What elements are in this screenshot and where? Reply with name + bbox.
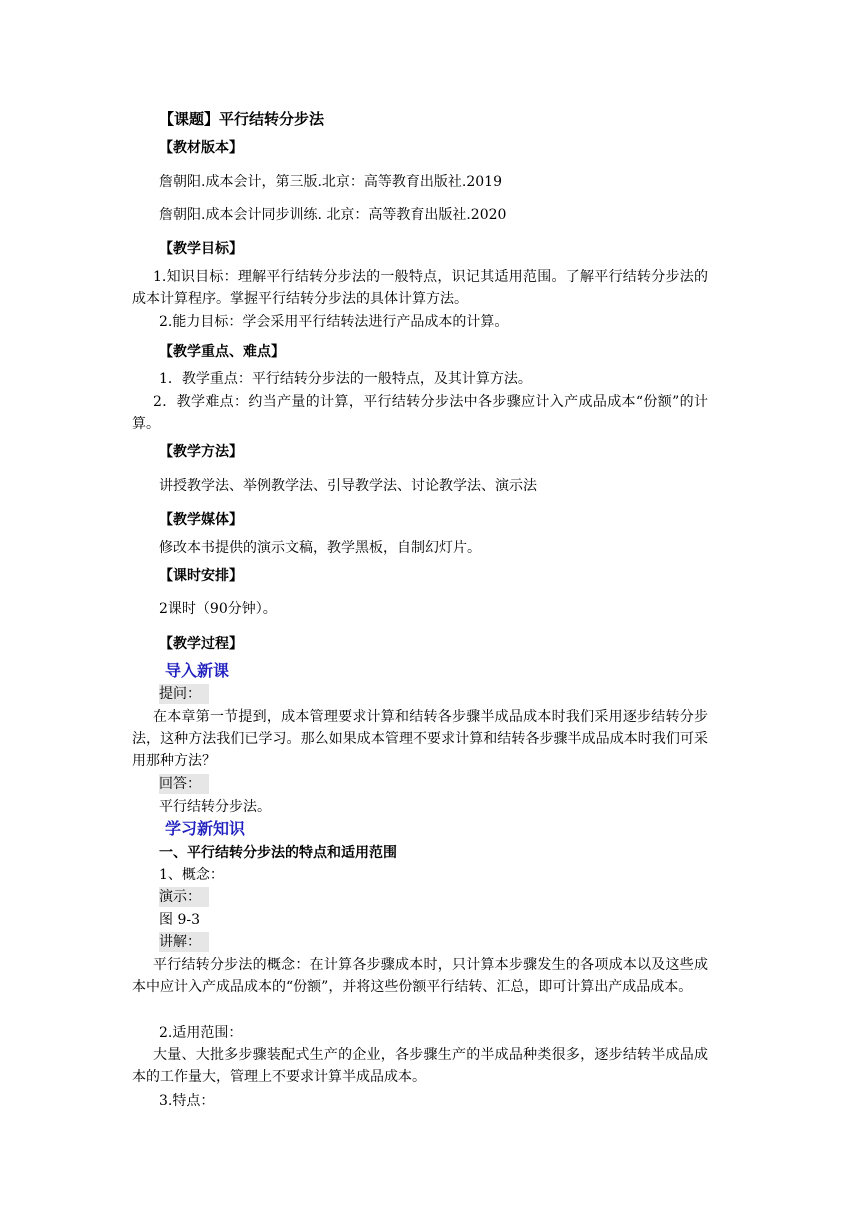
explain-tag: 讲解： — [159, 932, 209, 952]
methods-heading: 【教学方法】 — [159, 444, 243, 460]
keypoint-difficulty: 2．教学难点：约当产量的计算，平行结转分步法中各步骤应计入产成品成本“份额”的计算。 — [132, 394, 708, 432]
definition-text: 平行结转分步法的概念：在计算各步骤成本时，只计算本步骤发生的各项成本以及这些成本中应计入产成品成本的“份额”，并将这些份额平行结转、汇总，即可计算出产成品成本。 — [132, 957, 708, 995]
intro-question: 在本章第一节提到，成本管理要求计算和结转各步骤半成品成本时我们采用逐步结转分步法，这种方法我们已学习。那么如果成本管理不要求计算和结转各步骤半成品成本时我们可采用那种方法？ — [132, 709, 708, 769]
schedule-text: 2课时（90分钟）。 — [159, 601, 277, 617]
figure-ref: 图 9-3 — [159, 912, 200, 928]
textbook-ref-2: 詹朝阳.成本会计同步训练. 北京：高等教育出版社.2020 — [159, 207, 507, 223]
schedule-heading: 【课时安排】 — [159, 568, 243, 584]
section-intro: 导入新课 — [165, 661, 230, 680]
textbook-heading: 【教材版本】 — [159, 140, 243, 156]
objective-knowledge: 1.知识目标：理解平行结转分步法的一般特点，识记其适用范围。了解平行结转分步法的成本计算程序。掌握平行结转分步法的具体计算方法。 — [132, 269, 708, 307]
intro-answer: 平行结转分步法。 — [159, 799, 271, 815]
methods-text: 讲授教学法、举例教学法、引导教学法、讨论教学法、演示法 — [159, 478, 537, 494]
scope-text: 大量、大批多步骤装配式生产的企业，各步骤生产的半成品种类很多，逐步结转半成品成本的工作量大，管理上不要求计算半成品成本。 — [132, 1047, 708, 1085]
keypoint-focus: 1．教学重点：平行结转分步法的一般特点，及其计算方法。 — [159, 371, 532, 387]
lesson-title: 【课题】平行结转分步法 — [159, 110, 325, 128]
features-heading: 3.特点： — [159, 1093, 215, 1109]
process-heading: 【教学过程】 — [159, 636, 243, 652]
objective-ability: 2.能力目标：学会采用平行结转法进行产品成本的计算。 — [159, 314, 509, 330]
textbook-ref-1: 詹朝阳.成本会计，第三版.北京：高等教育出版社.2019 — [159, 174, 502, 190]
features-section-heading: 一、平行结转分步法的特点和适用范围 — [159, 845, 397, 861]
media-text: 修改本书提供的演示文稿，教学黑板，自制幻灯片。 — [159, 540, 481, 556]
keypoints-heading: 【教学重点、难点】 — [159, 344, 285, 360]
section-new-knowledge: 学习新知识 — [165, 819, 246, 838]
answer-tag: 回答： — [159, 774, 209, 794]
objectives-heading: 【教学目标】 — [159, 241, 243, 257]
question-tag: 提问： — [159, 684, 209, 704]
demo-tag: 演示： — [159, 887, 209, 907]
scope-heading: 2.适用范围： — [159, 1025, 243, 1041]
concept-label: 1、概念： — [159, 867, 224, 883]
media-heading: 【教学媒体】 — [159, 512, 243, 528]
